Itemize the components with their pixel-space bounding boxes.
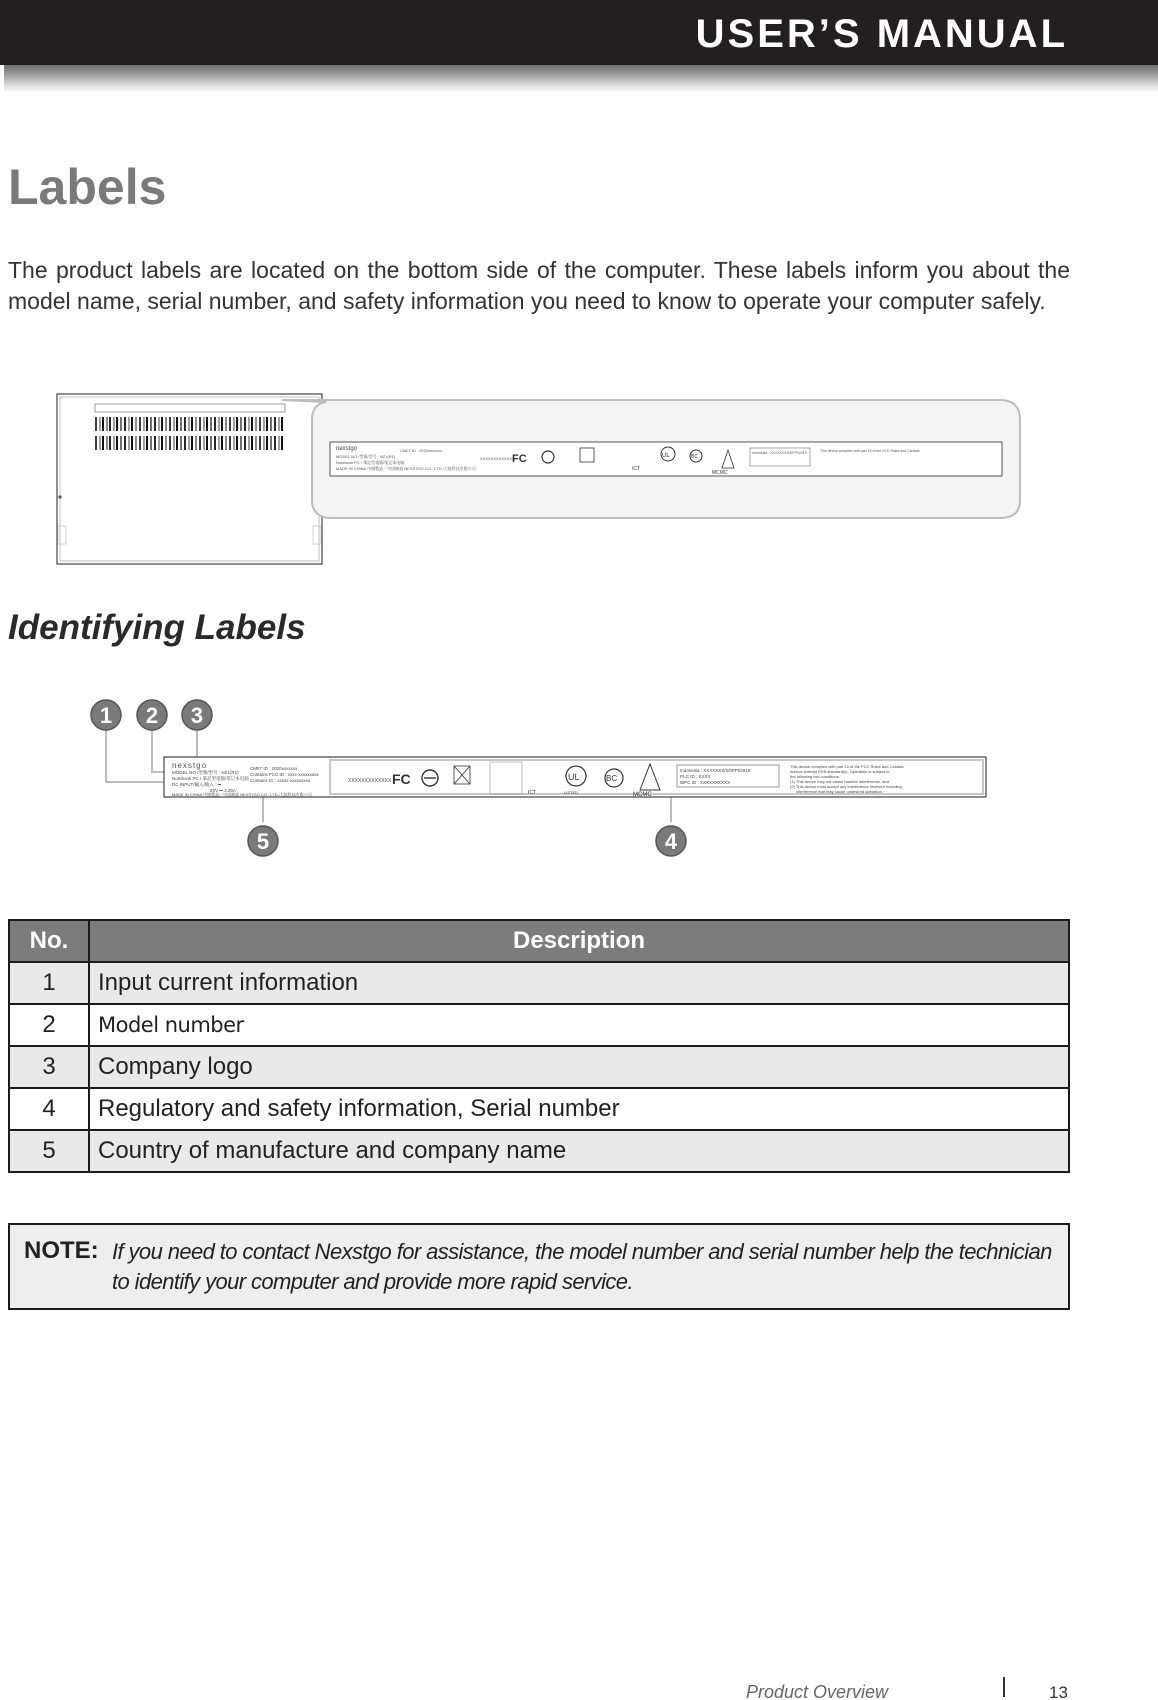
label-model-text: MODEL NO./型號/型号 : NZ1(R1) xyxy=(172,770,239,775)
label-compliance-3: the following two conditions: xyxy=(790,774,840,779)
label-ict-text: ICT xyxy=(528,790,537,796)
table-row xyxy=(9,1088,1069,1130)
zoom-model-text: MODEL NO./型號/型号 : NZ1(R1) xyxy=(336,454,396,459)
callout-1 xyxy=(91,700,121,730)
zoom-cmiit-text: CMIIT ID : 2020xxxxxxx xyxy=(400,448,443,453)
callout-2-number: 2 xyxy=(145,703,159,728)
label-indonesia-text: Indonesia : XXXXXXX/SDPPI/2019 xyxy=(680,768,751,773)
label-ic-text: Contains IC : xxxxx-xxxxxxxxx xyxy=(250,778,311,783)
callout-3-number: 3 xyxy=(190,703,204,728)
callout-3 xyxy=(182,700,212,730)
label-compliance-1: This device complies with part 15 of the FCC Rules and Canada xyxy=(790,764,904,769)
table-row xyxy=(9,1004,1069,1046)
footer-section-name: Product Overview xyxy=(745,1682,888,1700)
label-brand-text: nexstgo xyxy=(172,761,208,770)
zoom-made-text: MADE IN CHINA 中國製造／中国制造 NEXSTGO CO., LTD./大能科技有限公司 xyxy=(336,466,476,471)
label-compliance-4: (1) This device may not cause harmful interference, and xyxy=(790,779,889,784)
callout-5-number: 5 xyxy=(256,829,270,854)
callout-1-number: 1 xyxy=(99,703,113,728)
page-number: 13 xyxy=(1049,1683,1068,1700)
manual-title: USER’S MANUAL xyxy=(695,12,1068,56)
callout-2 xyxy=(137,700,167,730)
intro-paragraph: The product labels are located on the bottom side of the computer. These labels inform you about the model name, serial number, and safety information you need to know to operate your computer safely. xyxy=(8,257,1070,314)
row-number: 5 xyxy=(9,1130,89,1172)
label-fcc-mark: FC xyxy=(392,771,411,787)
label-dc-text: DC INPUT/輸入/输入 : ⎓ xyxy=(172,782,222,787)
callout-4-number: 4 xyxy=(664,829,678,854)
row-description: Company logo xyxy=(89,1046,1069,1088)
callout-4 xyxy=(656,826,686,856)
footer-separator xyxy=(1003,1677,1005,1697)
label-description-table xyxy=(8,919,1070,1173)
label-compliance-6: interference that may cause undesired operation. xyxy=(796,789,883,794)
zoom-brand-text: nexstgo xyxy=(336,446,358,452)
label-plg-text: PLG ID : XXXX xyxy=(680,774,711,779)
label-compliance-2: licence-exempt RSS standard(s). Operation is subject to xyxy=(790,769,890,774)
header-no: No. xyxy=(9,920,89,962)
row-number: 1 xyxy=(9,962,89,1004)
row-description: Country of manufacture and company name xyxy=(89,1130,1069,1172)
section-title: Labels xyxy=(8,159,167,215)
label-bc-text: BC xyxy=(606,774,618,783)
screw-mark xyxy=(58,495,61,498)
zoom-bc-text: BC xyxy=(691,454,698,460)
zoom-ict-text: ICT xyxy=(632,466,641,472)
label-fccid-text: Contains FCC ID : xxxx-xxxxxxxxx xyxy=(250,772,319,777)
label-cmiit-text: CMIIT ID : 2020xxxxxxx xyxy=(250,766,298,771)
label-wpc-text: WPC ID : XXXXXXXXXX xyxy=(680,780,731,785)
row-number: 2 xyxy=(9,1004,89,1046)
table-row xyxy=(9,962,1069,1004)
row-description: Input current information xyxy=(89,962,1069,1004)
identifying-labels-figure xyxy=(0,692,1000,867)
header-description: Description xyxy=(89,920,1069,962)
row-number: 4 xyxy=(9,1088,89,1130)
note-label: NOTE: xyxy=(24,1237,99,1264)
row-number: 3 xyxy=(9,1046,89,1088)
header-shadow xyxy=(4,65,1158,91)
label-rating-text: 20V ⎓ 3.25A xyxy=(210,788,236,793)
label-ul-text: UL xyxy=(568,772,580,782)
table-row xyxy=(9,1130,1069,1172)
zoom-indonesia-text: Indonesia : XXXXXXX/SDPPI/2019 xyxy=(752,451,807,455)
callout-5 xyxy=(248,826,278,856)
laptop-bottom-figure xyxy=(0,390,1030,570)
row-description: Model number xyxy=(89,1004,1069,1046)
label-notebook-text: Notebook PC / 筆記型電腦/笔记本电脑 xyxy=(172,776,249,781)
row-description: Regulatory and safety information, Serial number xyxy=(89,1088,1069,1130)
label-listed-text: LISTED xyxy=(564,790,579,795)
table-row xyxy=(9,1046,1069,1088)
zoom-mcmc-text: MCMC xyxy=(712,470,728,476)
label-made-text: MADE IN CHINA 中國製造／中国制造 NEXSTGO CO., LTD./大能科技有限公司 xyxy=(172,792,312,797)
note-box xyxy=(8,1223,1070,1310)
label-mcmc-text: MCMC xyxy=(633,792,652,798)
subsection-title: Identifying Labels xyxy=(8,608,306,647)
label-serial-text: XXXXXXXXXXXXX xyxy=(348,778,392,784)
label-compliance-5: (2) This device must accept any interference received including xyxy=(790,784,902,789)
zoom-ul-text: UL xyxy=(662,453,670,459)
zoom-compliance-text: This device complies with part 15 of the FCC Rules and Canada xyxy=(820,449,920,453)
zoom-serial-text: XXXXXXXXXXXXX xyxy=(480,456,515,461)
note-text: If you need to contact Nexstgo for assistance, the model number and serial number help the technician to identify your computer and provide more rapid service. xyxy=(112,1239,1052,1294)
zoom-notebook-text: Notebook PC / 筆記型電腦/笔记本电脑 xyxy=(336,460,405,465)
small-label-strip xyxy=(95,404,285,412)
table-header-row xyxy=(9,920,1069,962)
zoom-fcc-mark: FC xyxy=(512,453,527,465)
